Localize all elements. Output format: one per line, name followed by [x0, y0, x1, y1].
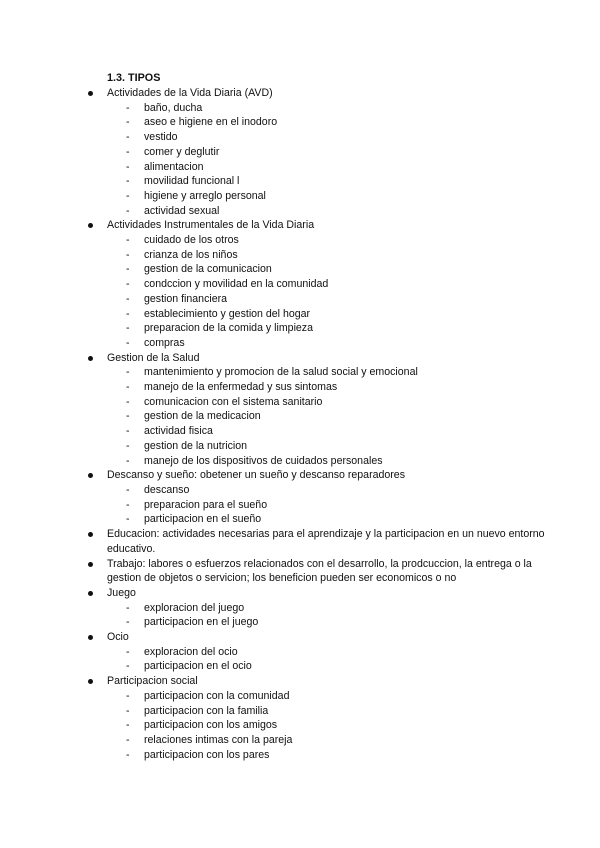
list-item-label: Actividades de la Vida Diaria (AVD)	[107, 87, 273, 99]
sub-list-item	[0, 733, 600, 748]
list-item	[0, 630, 600, 674]
dash-icon: -	[126, 131, 130, 144]
bullet-icon	[88, 679, 93, 684]
sub-list-item-label: baño, ducha	[144, 101, 203, 114]
sub-list-item	[0, 424, 600, 439]
sub-list-item	[0, 380, 600, 395]
list-item	[0, 557, 600, 586]
dash-icon: -	[126, 278, 130, 291]
sub-list-item-label: actividad fisica	[144, 425, 213, 438]
sub-list-item-label: exploracion del juego	[144, 601, 245, 614]
list-item-label: Gestion de la Salud	[107, 351, 200, 364]
list-item-label: Educacion: actividades necesarias para el aprendizaje y la participacion en un nuevo entorno educativo.	[107, 528, 545, 555]
sub-list-item	[0, 601, 600, 616]
sub-list-item	[0, 365, 600, 380]
sub-list-item	[0, 704, 600, 719]
sub-list-item	[0, 233, 600, 248]
dash-icon: -	[126, 395, 130, 408]
dash-icon: -	[126, 498, 130, 511]
sub-list-item-label: crianza de los niños	[144, 248, 238, 261]
dash-icon: -	[126, 733, 130, 746]
sub-list-item	[0, 101, 600, 116]
sub-list-item	[0, 439, 600, 454]
sub-list-item	[0, 115, 600, 130]
list-item-label: Descanso y sueño: obetener un sueño y descanso reparadores	[107, 469, 405, 482]
list-item	[0, 218, 600, 350]
dash-icon: -	[126, 645, 130, 658]
dash-icon: -	[126, 719, 130, 732]
sub-list-item-label: comer y deglutir	[144, 145, 220, 158]
dash-icon: -	[126, 101, 130, 114]
sub-list-item-label: descanso	[144, 483, 190, 496]
dash-icon: -	[126, 248, 130, 261]
dash-icon: -	[126, 381, 130, 394]
sub-list-item	[0, 321, 600, 336]
list-item-label: Actividades Instrumentales de la Vida Diaria	[107, 219, 315, 232]
sub-list-item-label: participacion en el ocio	[144, 660, 252, 673]
sub-list-item-label: relaciones intimas con la pareja	[144, 733, 293, 746]
sub-list-item	[0, 277, 600, 292]
sub-list-item	[0, 659, 600, 674]
list-item	[0, 674, 600, 762]
list-item	[0, 468, 600, 527]
sub-list-item-label: gestion financiera	[144, 292, 228, 305]
sub-list-item	[0, 145, 600, 160]
sub-list-item	[0, 718, 600, 733]
dash-icon: -	[126, 145, 130, 158]
dash-icon: -	[126, 336, 130, 349]
sub-list-item-label: cuidado de los otros	[144, 234, 239, 247]
list-item-label: Participacion social	[107, 675, 198, 688]
bullet-icon	[88, 356, 93, 361]
dash-icon: -	[126, 292, 130, 305]
sub-list-item	[0, 292, 600, 307]
sub-list-item	[0, 454, 600, 469]
sub-list-item	[0, 512, 600, 527]
sub-list-item-label: gestion de la nutricion	[144, 439, 248, 452]
sub-list-item-label: participacion con los pares	[144, 748, 270, 761]
sub-list-item-label: higiene y arreglo personal	[144, 189, 266, 202]
dash-icon: -	[126, 307, 130, 320]
sub-list-item-label: gestion de la comunicacion	[144, 263, 272, 276]
sub-list-item-label: participacion con la familia	[144, 704, 269, 717]
dash-icon: -	[126, 322, 130, 335]
sub-list-item	[0, 262, 600, 277]
section-heading: 1.3. TIPOS	[107, 72, 161, 84]
list-item-label: Juego	[107, 586, 136, 599]
sub-list-item	[0, 248, 600, 263]
sub-list-item	[0, 409, 600, 424]
sub-list-item	[0, 748, 600, 763]
bullet-icon	[88, 591, 93, 596]
dash-icon: -	[126, 689, 130, 702]
sub-list-item-label: preparacion de la comida y limpieza	[144, 322, 313, 335]
list-item	[0, 86, 600, 218]
sub-list-item-label: participacion con los amigos	[144, 719, 278, 732]
dash-icon: -	[126, 204, 130, 217]
sub-list-item-label: vestido	[144, 131, 178, 144]
dash-icon: -	[126, 175, 130, 188]
dash-icon: -	[126, 189, 130, 202]
dash-icon: -	[126, 601, 130, 614]
dash-icon: -	[126, 234, 130, 247]
dash-icon: -	[126, 483, 130, 496]
bullet-icon	[88, 223, 93, 228]
sub-list-item	[0, 336, 600, 351]
sub-list-item	[0, 189, 600, 204]
sub-list-item-label: exploracion del ocio	[144, 645, 238, 658]
dash-icon: -	[126, 425, 130, 438]
list-item-label: Trabajo: labores o esfuerzos relacionados con el desarrollo, la prodcuccion, la entrega o la gestion de objetos o servicion; los beneficion pueden ser economicos o no	[107, 557, 532, 585]
sub-list-item-label: establecimiento y gestion del hogar	[144, 307, 311, 320]
sub-list-item-label: preparacion para el sueño	[144, 498, 268, 511]
sub-list-item-label: participacion en el sueño	[144, 513, 262, 526]
sub-list-item	[0, 174, 600, 189]
dash-icon: -	[126, 704, 130, 717]
list-item	[0, 527, 600, 556]
dash-icon: -	[126, 513, 130, 526]
dash-icon: -	[126, 116, 130, 129]
sub-list-item-label: manejo de la enfermedad y sus sintomas	[144, 381, 338, 394]
sub-list-item-label: gestion de la medicacion	[144, 410, 261, 423]
dash-icon: -	[126, 366, 130, 379]
sub-list-item-label: mantenimiento y promocion de la salud social y emocional	[144, 366, 418, 379]
dash-icon: -	[126, 660, 130, 673]
sub-list-item-label: compras	[144, 336, 185, 349]
bullet-icon	[88, 473, 93, 478]
sub-list-item-label: aseo e higiene en el inodoro	[144, 116, 278, 129]
sub-list-item-label: participacion con la comunidad	[144, 689, 290, 702]
sub-list-item-label: alimentacion	[144, 160, 204, 173]
sub-list-item	[0, 130, 600, 145]
dash-icon: -	[126, 748, 130, 761]
list-item	[0, 586, 600, 630]
list-item-label: Ocio	[107, 631, 129, 644]
bullet-icon	[88, 91, 93, 96]
sub-list-item	[0, 645, 600, 660]
bullet-icon	[88, 532, 93, 537]
sub-list-item	[0, 689, 600, 704]
sub-list-item	[0, 483, 600, 498]
sub-list-item	[0, 498, 600, 513]
dash-icon: -	[126, 263, 130, 276]
sub-list-item-label: manejo de los dispositivos de cuidados personales	[144, 454, 383, 467]
dash-icon: -	[126, 160, 130, 173]
sub-list-item	[0, 204, 600, 219]
sub-list-item-label: participacion en el juego	[144, 616, 259, 629]
sub-list-item	[0, 160, 600, 175]
dash-icon: -	[126, 454, 130, 467]
sub-list-item-label: condccion y movilidad en la comunidad	[144, 278, 329, 291]
sub-list-item-label: actividad sexual	[144, 204, 220, 217]
bullet-icon	[88, 635, 93, 640]
sub-list-item	[0, 615, 600, 630]
dash-icon: -	[126, 439, 130, 452]
bullet-icon	[88, 562, 93, 567]
bullet-list	[0, 86, 600, 762]
dash-icon: -	[126, 410, 130, 423]
dash-icon: -	[126, 616, 130, 629]
sub-list-item	[0, 307, 600, 322]
sub-list-item-label: comunicacion con el sistema sanitario	[144, 395, 323, 408]
sub-list-item	[0, 395, 600, 410]
list-item	[0, 351, 600, 469]
sub-list-item-label: movilidad funcional l	[144, 175, 240, 188]
